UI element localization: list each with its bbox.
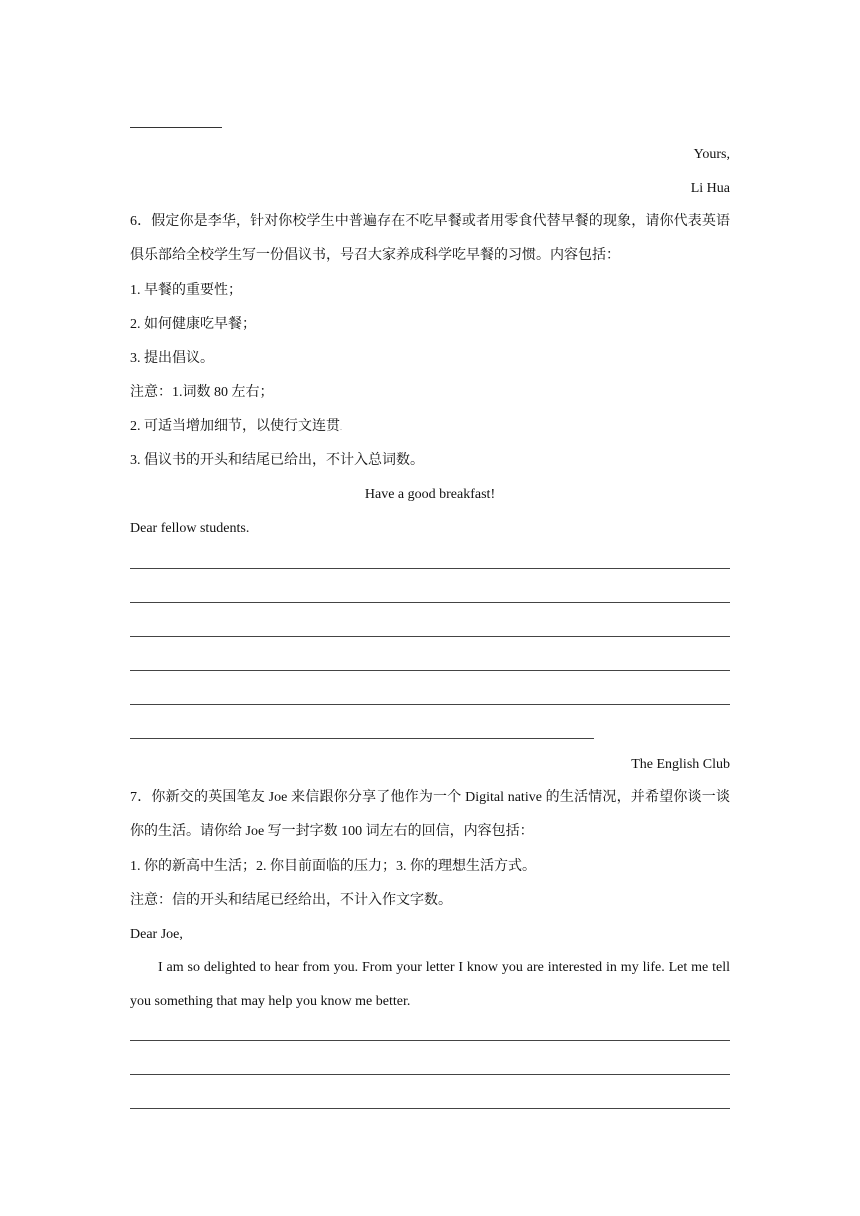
writing-line: [130, 602, 730, 603]
question-7-prompt: 7．你新交的英国笔友 Joe 来信跟你分享了他作为一个 Digital native 的生活情况，并希望你谈一谈你的生活。请你给 Joe 写一封字数 100 词左右的回信，内容包括：: [130, 790, 730, 839]
letter-signature: Li Hua: [690, 181, 730, 196]
question-6-prompt: 6．假定你是李华，针对你校学生中普遍存在不吃早餐或者用零食代替早餐的现象，请你代表英语俱乐部给全校学生写一份倡议书，号召大家养成科学吃早餐的习惯。内容包括：: [130, 214, 730, 263]
question-6-item-1: 1. 早餐的重要性；: [130, 283, 242, 298]
reply-salutation: Dear Joe,: [130, 927, 183, 942]
answer-blank-line: [130, 127, 222, 128]
letter-closing: Yours,: [693, 147, 730, 162]
proposal-closing: The English Club: [631, 757, 730, 772]
question-7-note: 注意：信的开头和结尾已经给出，不计入作文字数。: [130, 893, 452, 908]
question-6-item-3: 3. 提出倡议。: [130, 351, 214, 366]
writing-line: [130, 568, 730, 569]
reply-opening: I am so delighted to hear from you. From your letter I know you are interested in my life. Let me tell you something that may help you know me better.: [130, 960, 730, 1009]
proposal-salutation: Dear fellow students.: [130, 521, 250, 536]
note-mark: .: [340, 423, 342, 432]
question-6-note-3: 3. 倡议书的开头和结尾已给出，不计入总词数。: [130, 453, 424, 468]
question-6-item-2: 2. 如何健康吃早餐；: [130, 317, 256, 332]
writing-line: [130, 1074, 730, 1075]
writing-line: [130, 1108, 730, 1109]
writing-line: [130, 636, 730, 637]
note-2-text: 2. 可适当增加细节，以使行文连贯: [130, 419, 340, 434]
writing-line: [130, 1040, 730, 1041]
question-7-items: 1. 你的新高中生活；2. 你目前面临的压力；3. 你的理想生活方式。: [130, 859, 536, 874]
writing-line: [130, 738, 594, 739]
writing-line: [130, 704, 730, 705]
question-6-note-2: [130, 418, 342, 437]
proposal-title: Have a good breakfast!: [364, 487, 496, 502]
writing-line: [130, 670, 730, 671]
question-6-note-1: 注意：1.词数 80 左右；: [130, 385, 274, 400]
